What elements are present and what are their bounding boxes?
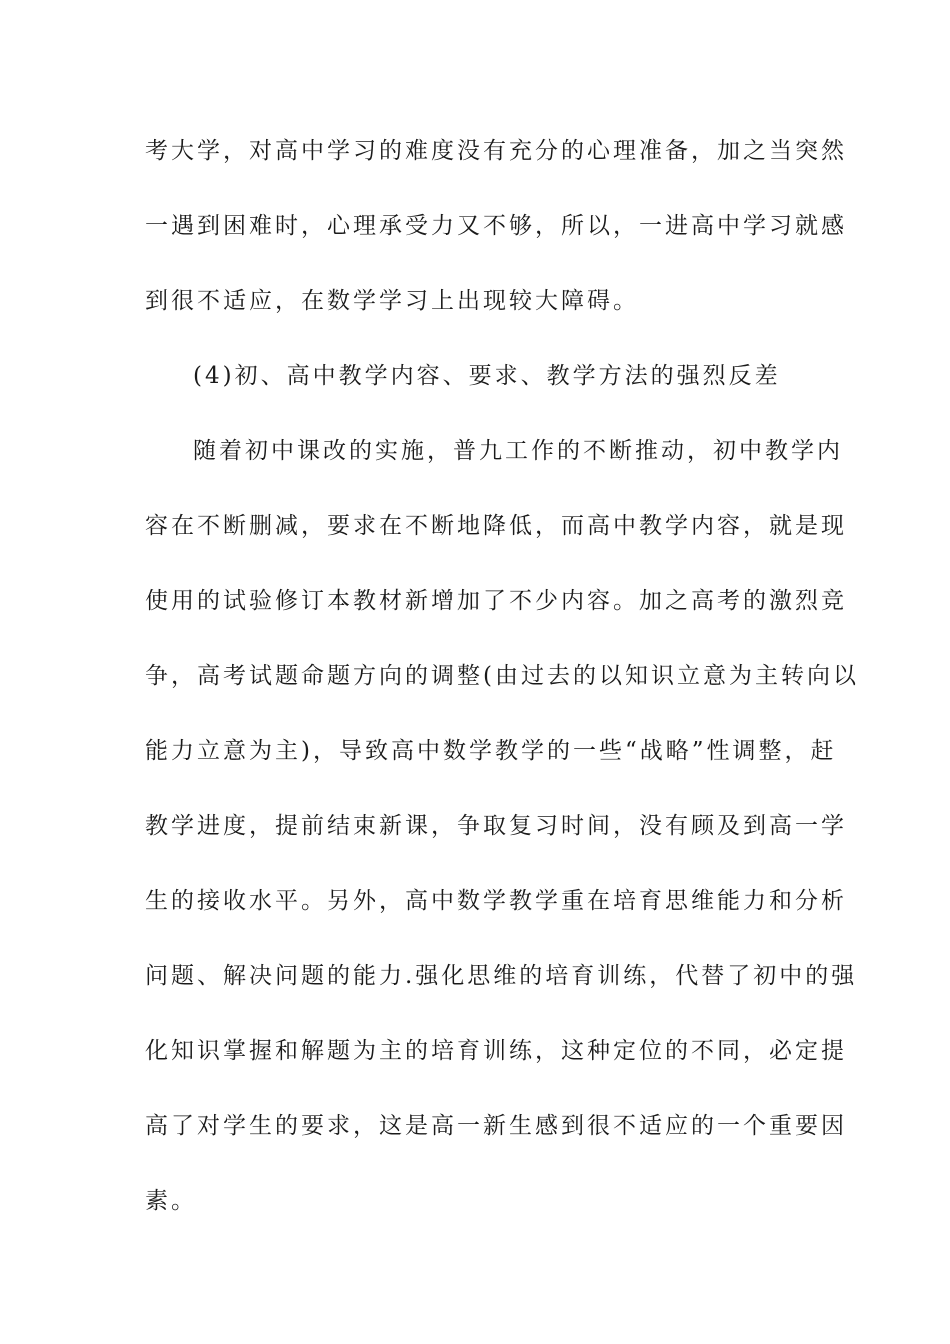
text-line: 教学进度，提前结束新课，争取复习时间，没有顾及到高一学 bbox=[145, 813, 847, 839]
text-line: 争，高考试题命题方向的调整(由过去的以知识立意为主转向以 bbox=[145, 663, 859, 689]
text-line: 容在不断删减，要求在不断地降低，而高中教学内容，就是现 bbox=[145, 513, 847, 539]
text-line: 生的接收水平。另外，高中数学教学重在培育思维能力和分析 bbox=[145, 888, 847, 914]
text-line: 问题、解决问题的能力.强化思维的培育训练，代替了初中的强 bbox=[145, 963, 858, 989]
section-heading: (4)初、高中教学内容、要求、教学方法的强烈反差 bbox=[193, 363, 781, 389]
text-line: 素。 bbox=[145, 1188, 197, 1214]
paragraph-first-line: 随着初中课改的实施，普九工作的不断推动，初中教学内 bbox=[193, 438, 843, 464]
text-line: 能力立意为主)，导致高中数学教学的一些“战略”性调整，赶 bbox=[145, 738, 837, 764]
text-line: 考大学，对高中学习的难度没有充分的心理准备，加之当突然 bbox=[145, 138, 847, 164]
text-line: 使用的试验修订本教材新增加了不少内容。加之高考的激烈竞 bbox=[145, 588, 847, 614]
text-line: 一遇到困难时，心理承受力又不够，所以，一进高中学习就感 bbox=[145, 213, 847, 239]
text-line: 到很不适应，在数学学习上出现较大障碍。 bbox=[145, 288, 639, 314]
text-line: 高了对学生的要求，这是高一新生感到很不适应的一个重要因 bbox=[145, 1113, 847, 1139]
text-line: 化知识掌握和解题为主的培育训练，这种定位的不同，必定提 bbox=[145, 1038, 847, 1064]
